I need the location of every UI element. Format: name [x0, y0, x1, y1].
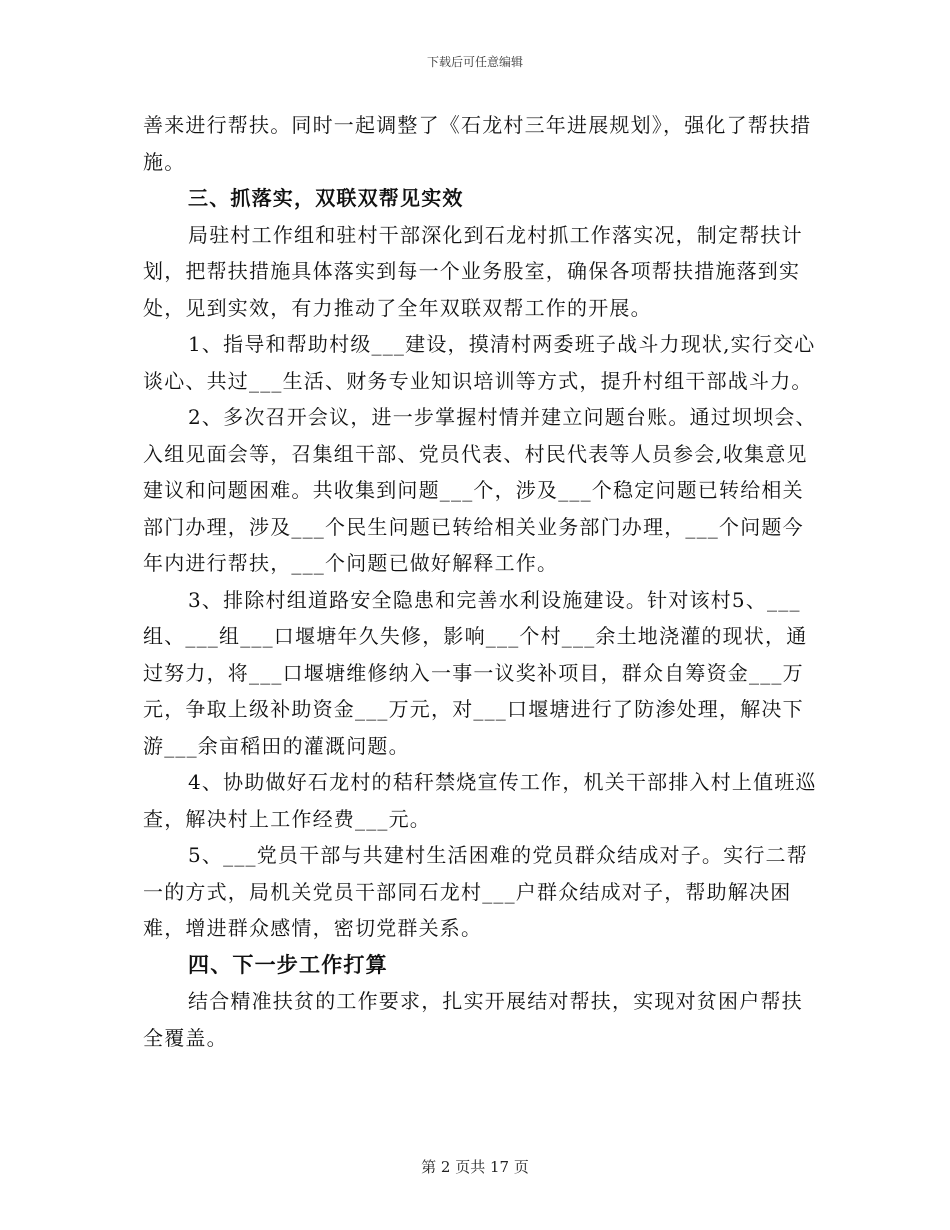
paragraph-overview: 局驻村工作组和驻村干部深化到石龙村抓工作落实况，制定帮扶计划，把帮扶措施具体落实到每一个业务股室，确保各项帮扶措施落到实处，见到实效，有力推动了全年双联双帮工作的开展。 [143, 222, 803, 320]
section-heading-4: 四、下一步工作打算 [188, 951, 388, 977]
document-body [143, 107, 818, 1056]
page-header: 下载后可任意编辑 [426, 55, 523, 69]
paragraph-item-2: 2、多次召开会议，进一步掌握村情并建立问题台账。通过坝坝会、入组见面会等，召集组干部、党员代表、村民代表等人员参会,收集意见建议和问题困难。共收集到问题___个，涉及___个稳定问题已转给相关部门办理，涉及___个民生问题已转给相关业务部门办理，___个问题今年内进行帮扶，___个问题已做好解释工作。 [143, 405, 817, 575]
page-footer: 第 2 页共 17 页 [421, 1158, 529, 1176]
paragraph-item-3: 3、排除村组道路安全隐患和完善水利设施建设。针对该村5、___组、___组___口堰塘年久失修，影响___个村___余土地浇灌的现状，通过努力，将___口堰塘维修纳入一事一议奖补项目，群众自筹资金___万元，争取上级补助资金___万元，对___口堰塘进行了防渗处理，解决下游___余亩稻田的灌溉问题。 [143, 587, 808, 758]
section-heading-3: 三、抓落实，双联双帮见实效 [188, 186, 464, 210]
paragraph-item-1: 1、指导和帮助村级___建设，摸清村两委班子战斗力现状,实行交心谈心、共过___生活、财务专业知识培训等方式，提升村组干部战斗力。 [143, 332, 816, 393]
paragraph-item-5: 5、___党员干部与共建村生活困难的党员群众结成对子。实行二帮一的方式，局机关党员干部同石龙村___户群众结成对子，帮助解决困难，增进群众感情，密切党群关系。 [143, 843, 808, 940]
paragraph-next-steps: 结合精准扶贫的工作要求，扎实开展结对帮扶，实现对贫困户帮扶全覆盖。 [143, 989, 803, 1050]
paragraph-item-4: 4、协助做好石龙村的秸秆禁烧宣传工作，机关干部排入村上值班巡查，解决村上工作经费___元。 [143, 770, 817, 831]
paragraph-intro: 善来进行帮扶。同时一起调整了《石龙村三年进展规划》，强化了帮扶措施。 [143, 113, 812, 174]
